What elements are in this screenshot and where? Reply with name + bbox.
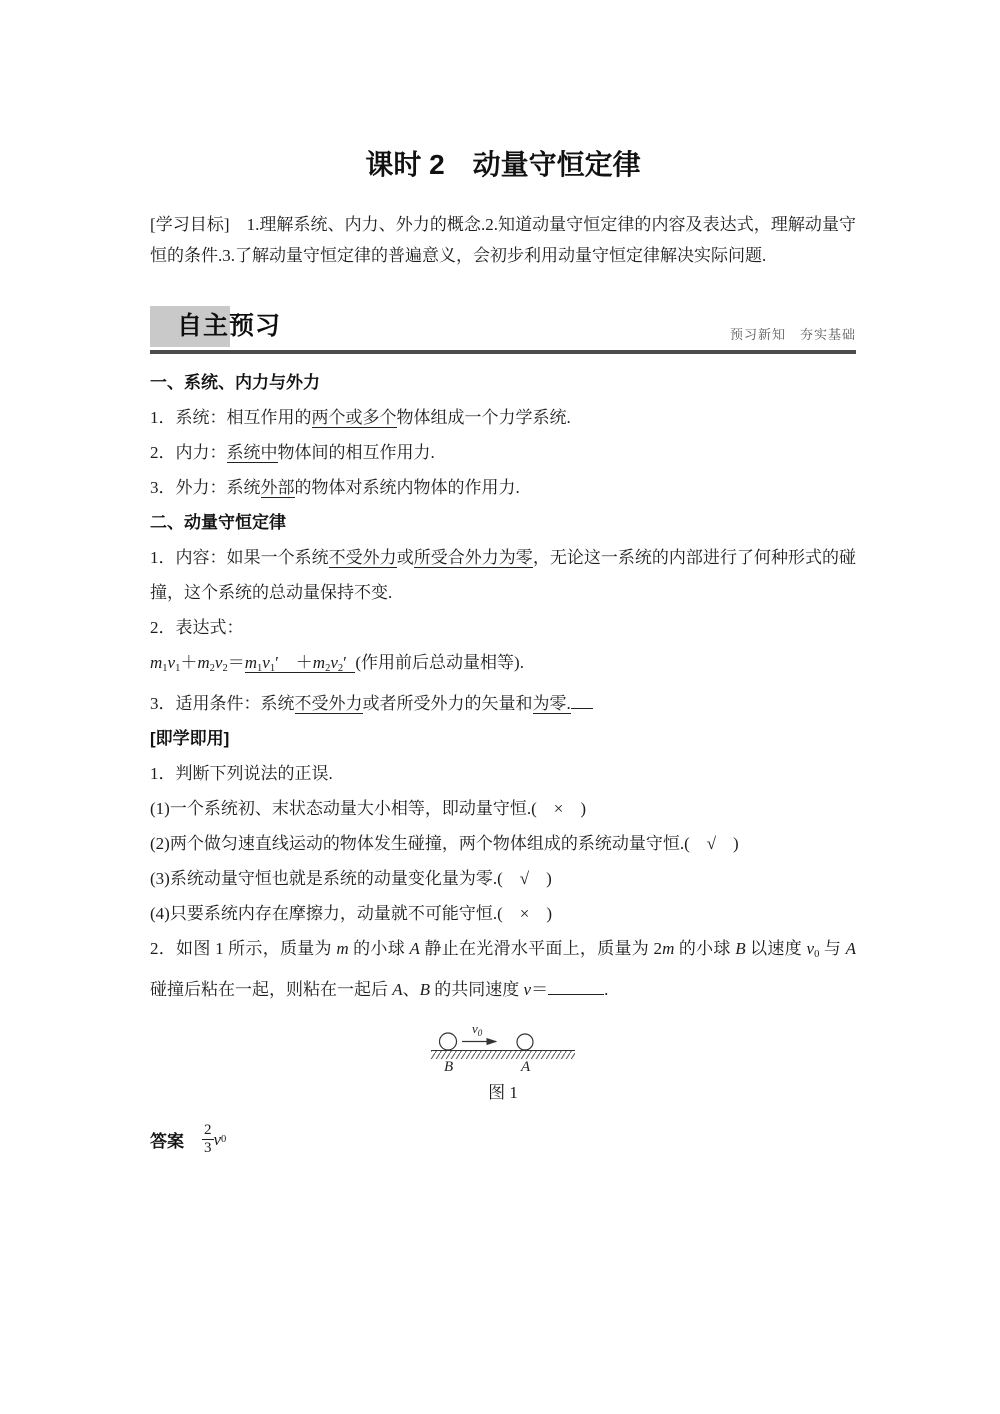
section-band-subtitle: 预习新知 夯实基础 xyxy=(729,327,856,342)
text-segment: 1 xyxy=(269,662,276,674)
text-segment: 不受外力 xyxy=(328,548,397,567)
learning-objectives xyxy=(150,209,856,271)
ball-A xyxy=(517,1034,533,1050)
text-segment: m xyxy=(336,938,349,958)
section-1-heading: 一、系统、内力与外力 xyxy=(150,373,320,392)
answer-fraction xyxy=(202,1122,214,1158)
text-segment: A xyxy=(409,938,420,958)
text-segment: 外部 xyxy=(260,478,295,497)
text-segment: ＋ xyxy=(180,653,198,672)
text-segment: ＝ xyxy=(227,653,245,672)
text-segment: ＝ xyxy=(531,979,549,999)
answer-variable-subscript: 0 xyxy=(221,1134,227,1146)
text-segment: 2 xyxy=(325,662,331,674)
text-segment: 2．如图 1 所示，质量为 xyxy=(150,938,337,958)
page-title: 课时 2 动量守恒定律 xyxy=(365,149,641,180)
velocity-label: $v_0$ xyxy=(472,1020,483,1038)
text-segment: v xyxy=(167,653,176,672)
text-segment: 1．内容：如果一个系统 xyxy=(150,548,329,567)
text-segment: 3．外力：系统 xyxy=(150,478,261,497)
text-segment: 2．内力： xyxy=(150,443,227,462)
text-segment: 2 xyxy=(337,662,344,674)
question-1-stem: 1．判断下列说法的正误. xyxy=(150,763,333,783)
text-segment: 两个或多个 xyxy=(311,408,397,427)
text-segment: 1 xyxy=(162,662,168,674)
text-segment: 0 xyxy=(814,948,820,960)
page-content xyxy=(150,0,856,1157)
text-segment: m xyxy=(197,653,210,672)
text-segment: m xyxy=(312,653,326,672)
text-segment xyxy=(548,976,604,995)
text-segment: 为零. xyxy=(532,693,571,713)
text-segment: 1．系统：相互作用的 xyxy=(150,408,312,427)
section-1-item-3 xyxy=(150,470,856,505)
question-1-item-4: (4)只要系统内存在摩擦力，动量就不可能守恒.( × ) xyxy=(150,903,552,923)
text-segment: ，无论这一系统的内部进行了何种形式的碰撞，这个系统的总动量保持不变. xyxy=(150,548,857,602)
text-segment: B xyxy=(735,938,746,958)
text-segment: v xyxy=(806,938,815,958)
text-segment: (作用前后总动量相等). xyxy=(355,653,524,672)
figure-1-caption: 图 1 xyxy=(488,1082,518,1102)
text-segment: m xyxy=(150,653,163,672)
question-1-item-1: (1)一个系统初、末状态动量大小相等，即动量守恒.( × ) xyxy=(150,798,586,818)
text-segment: 3．适用条件：系统 xyxy=(150,693,295,713)
question-1-item-2: (2)两个做匀速直线运动的物体发生碰撞，两个物体组成的系统动量守恒.( √ ) xyxy=(150,833,739,853)
text-segment xyxy=(571,690,593,709)
text-segment: m xyxy=(662,938,675,958)
text-segment: ′ xyxy=(343,653,347,672)
text-segment: . xyxy=(604,979,609,999)
learning-objectives-text: 1.理解系统、内力、外力的概念.2.知道动量守恒定律的内容及表达式，理解动量守恒的条件.3.了解动量守恒定律的普遍意义，会初步利用动量守恒定律解决实际问题. xyxy=(150,215,856,265)
body-text xyxy=(150,365,856,1007)
ground-hatching xyxy=(431,1051,575,1059)
text-segment: 的小球 xyxy=(674,938,736,958)
question-1-item-3: (3)系统动量守恒也就是系统的动量变化量为零.( √ ) xyxy=(150,868,552,888)
collision-diagram xyxy=(430,1013,576,1073)
momentum-conservation-formula xyxy=(150,645,856,686)
section-1-item-1 xyxy=(150,400,856,435)
text-segment: ′ xyxy=(275,653,279,672)
answer-label: 答案 xyxy=(150,1132,184,1152)
text-segment: 碰撞后粘在一起，则粘在一起后 xyxy=(150,979,393,999)
text-segment: v xyxy=(523,979,532,999)
text-segment: A xyxy=(845,938,857,958)
text-segment: 物体组成一个力学系统. xyxy=(396,408,571,427)
text-segment: 物体间的相互作用力. xyxy=(277,443,435,462)
text-segment: ＋ xyxy=(278,653,313,672)
section-band-title: 自主预习 xyxy=(177,312,282,340)
text-segment: 以速度 xyxy=(745,938,807,958)
section-2-condition xyxy=(150,686,856,721)
text-segment: 不受外力 xyxy=(294,693,363,713)
text-segment: 的共同速度 xyxy=(430,979,524,999)
fraction-denominator: 3 xyxy=(204,1140,212,1157)
text-segment: 或者所受外力的矢量和 xyxy=(362,693,533,713)
figure-1 xyxy=(150,1013,856,1106)
section-2-content xyxy=(150,540,856,610)
ball-B xyxy=(440,1033,457,1050)
text-segment: v xyxy=(262,653,270,672)
learn-use-heading: [即学即用] xyxy=(150,728,230,748)
text-segment: B xyxy=(419,979,431,999)
text-segment: v xyxy=(330,653,338,672)
question-2-stem xyxy=(150,931,856,1007)
text-segment: A xyxy=(392,979,403,999)
text-segment: m xyxy=(244,653,257,672)
text-segment: 的小球 xyxy=(348,938,410,958)
text-segment: 所受合外力为零 xyxy=(413,548,533,567)
text-segment: 静止在光滑水平面上，质量为 2 xyxy=(419,938,663,958)
text-segment xyxy=(245,653,356,673)
text-segment: 2 xyxy=(222,662,228,674)
text-segment: 、 xyxy=(402,979,420,999)
text-segment: 的物体对系统内物体的作用力. xyxy=(294,478,520,497)
text-segment: 1 xyxy=(175,662,181,674)
fraction-numerator: 2 xyxy=(202,1122,214,1140)
answer-row xyxy=(150,1122,856,1158)
section-1-item-2 xyxy=(150,435,856,470)
text-segment: 与 xyxy=(819,938,846,958)
section-2-heading: 二、动量守恒定律 xyxy=(150,513,286,532)
ball-A-label: A xyxy=(521,1058,531,1073)
section-2-expression-label: 2．表达式： xyxy=(150,618,244,637)
learning-objectives-label: [学习目标] xyxy=(150,215,230,234)
ball-B-label: B xyxy=(444,1058,454,1073)
text-segment: 或 xyxy=(396,548,414,567)
text-segment: 系统中 xyxy=(226,443,278,462)
answer-value xyxy=(202,1122,226,1158)
text-segment: 1 xyxy=(257,662,263,674)
text-segment: v xyxy=(214,653,223,672)
section-band xyxy=(150,306,856,354)
answer-variable: v xyxy=(213,1129,222,1149)
text-segment: 2 xyxy=(209,662,215,674)
